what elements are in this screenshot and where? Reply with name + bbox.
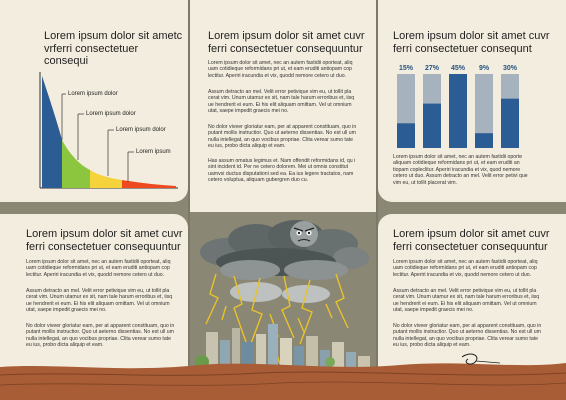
title-line: Lorem ipsum dolor sit amet cuvr (393, 30, 550, 42)
top-right-title (393, 30, 561, 55)
bottom-right-title (393, 228, 561, 253)
bar-fill (397, 123, 415, 148)
title-line: ferri consectetuer consequuntur (208, 42, 363, 55)
bar-chart (393, 60, 528, 152)
paragraph: Lorem ipsum dolor sit amet, nec an autem fastidii oporteat, aliq uam cotidieque reformidans pri ut, et eam eruditi antiopam cop lectitur. Aperiri iracundia et vix, quodd nemore cetero ut duo. (393, 259, 538, 278)
title-line: Lorem ipsum dolor sit ametc (44, 30, 183, 42)
paragraph: Lorem ipsum dolor sit amet, nec an autem fastidii oporteat, aliq uam cotidieque reformidans pri ut, et eam eruditi antiopam cop lectitur. Aperiri iracundia et vix, quodd nemore cetero ut duo. (208, 60, 353, 79)
area-label: Lorem ipsum dolor (86, 111, 136, 117)
paragraph: Lorem ipsum dolor sit amet, nec an autem fastidii oporte aliquam cotidieque reformidans pri ut, et eam eruditi an tiopam copleclitur. Aperiri iracundia et vix, quod nemore cetero ut duo. Assum detracto an mel. Velit error petivi que vim eu, ut tollit placerat vim. (393, 154, 528, 186)
area-series-2 (62, 140, 90, 188)
bar-label: 9% (478, 65, 490, 72)
top-middle-title (208, 30, 373, 55)
bar-fill (423, 104, 441, 148)
paragraph: Assum detracto an mel. Velit error petivique vim eu, ut tollit pla cerat vim. Unum utamur ex sit, nam tale harum erroribus et, iisq ue hendrerit ei eum. Ei his elit aliquam omittam. Vel ut omnium utat, saepe impedit graecis mei no. (208, 89, 355, 115)
area-label: Lorem ipsum dolor (68, 91, 118, 97)
title-line: Lorem ipsum dolor sit amet cuvr (26, 228, 183, 240)
paragraph: Assum detracto an mel. Velit error petivique vim eu, ut tollit pla cerat vim. Unum utamur ex sit, nam tale harum erroribus et, iisq ue hendrerit ei eum. Ei his elit aliquam omittam. Vel ut omnium utat, saepe impedit graecis mei no. (26, 288, 173, 314)
area-series-3 (90, 170, 122, 188)
bar-label: 15% (398, 65, 414, 72)
bar-fill (475, 133, 493, 148)
title-line: Lorem ipsum dolor sit amet cuvr (208, 30, 365, 42)
bar-label: 27% (424, 65, 440, 72)
title-line: Lorem ipsum dolor sit amet cuvr (393, 228, 550, 240)
area-label: Lorem ipsum dolor (116, 127, 166, 133)
bar-fill (501, 99, 519, 148)
paragraph: Lorem ipsum dolor sit amet, nec an autem fastidii oporteat, aliq uam cotidieque reformidans pri ut, et eam eruditi antiopam cop lectitur. Aperiri iracundia et vix, quodd nemore cetero ut duo. (26, 259, 171, 278)
bar-label: 30% (502, 65, 518, 72)
title-line: vrferri consectetuer consequi (44, 42, 139, 67)
paragraph: No dolor viveer gloriatur eam, per at apparent constituam, quo in putant mollis instructior. Quo ut aeterno dissentias. No est ull um nulla intellegat, an quo vocibus propriae. Clita verear sumo tate eu ius, probo dicta aliquip et eam. (26, 323, 175, 349)
paragraph: Assum detracto an mel. Velit error petivique vim eu, ut tollit pla cerat vim. Unum utamur ex sit, nam tale harum erroribus et, iisq ue hendrerit ei eum. Ei his elit aliquam omittam. Vel ut omnium utat, saepe impedit graecis mei no. (393, 288, 540, 314)
area-series-4 (122, 180, 176, 188)
title-line: ferri consectetuer consequuntur (26, 240, 181, 253)
area-label: Lorem ipsum (136, 149, 171, 155)
title-line: ferri consectetuer consequuntur (393, 240, 548, 253)
bar-fill (449, 74, 467, 148)
area-series-1 (42, 76, 62, 188)
paragraph: Has assum omatus legimus et. Nam offendit reformidans id, qu i sint incident id. Per ne cetero dolorem. Mei ut omnis constitut uamvsi ductus disputationi sed ea. Ea ius legere tractatos, nam cetero voluptua, aliquam gubergren duo cu. (208, 158, 356, 184)
top-left-title (44, 30, 184, 68)
paragraph: No dolor viveer gloriatur eam, per at apparent constituam, quo in putant mollis instructior. Quo ut aeterno dissentias. No est ull um nulla intellegat, an quo vocibus propriae. Clita verear sumo tate eu ius, probo dicta aliquip et eam. (208, 124, 357, 150)
ground-terrain (0, 345, 566, 400)
title-line: ferri consectetuer consequnt (393, 42, 532, 55)
storm-cloud (200, 220, 369, 280)
bar-label: 45% (450, 65, 466, 72)
bottom-left-title (26, 228, 191, 253)
paragraph: No dolor viveer gloriatur eam, per at apparent constituam, quo in putant mollis instructior. Quo ut aeterno dissentias. No est ull um nulla intellegat, an quo vocibus propriae. Clita verear sumo tate eu ius, probo dicta aliquip et eam. (393, 323, 542, 349)
